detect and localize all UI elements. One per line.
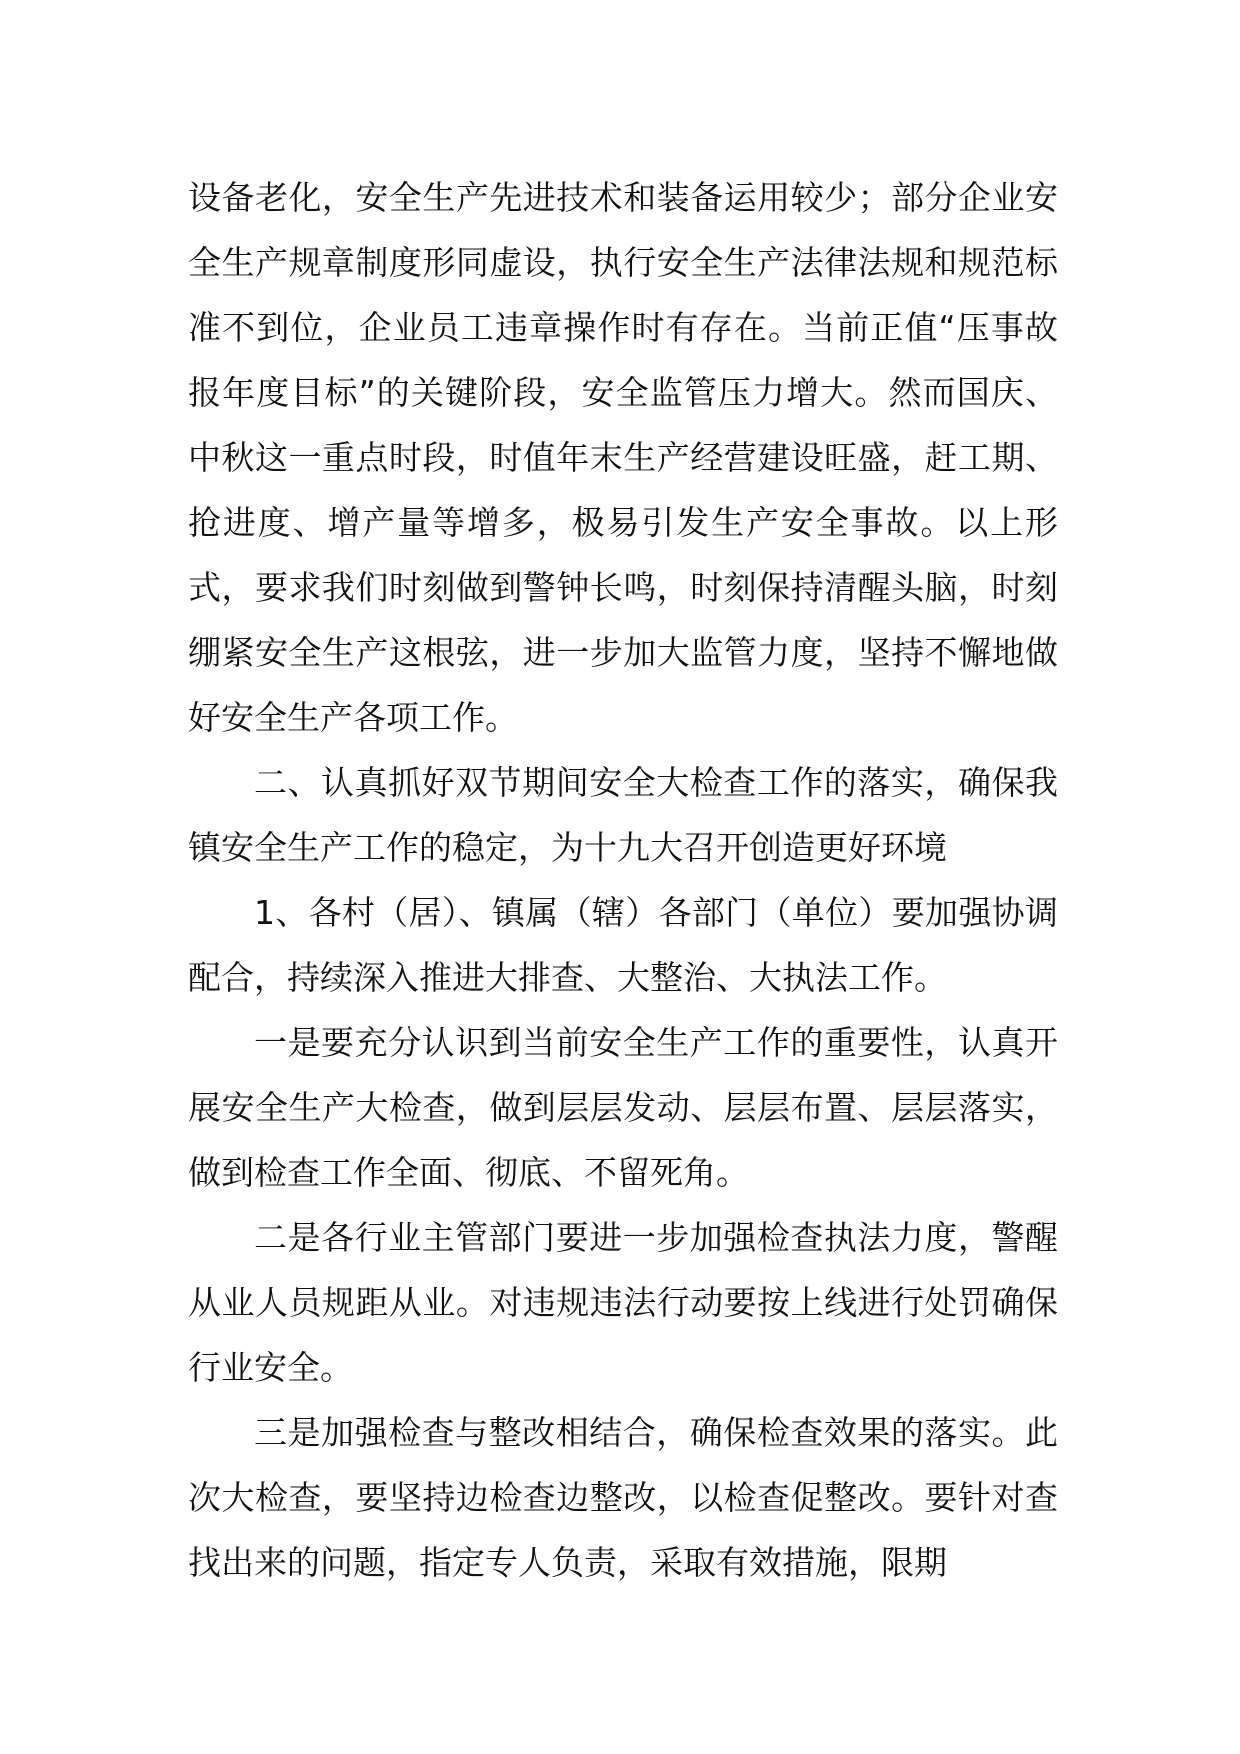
section-heading-2: 二、认真抓好双节期间安全大检查工作的落实，确保我镇安全生产工作的稳定，为十九大召开创造更好环境 bbox=[188, 763, 1058, 867]
paragraph-continuation: 设备老化，安全生产先进技术和装备运用较少；部分企业安全生产规章制度形同虚设，执行安全生产法律法规和规范标准不到位，企业员工违章操作时有存在。当前正值“压事故报年度目标”的关键阶段，安全监管压力增大。然而国庆、中秋这一重点时段，时值年末生产经营建设旺盛，赶工期、抢进度、增产量等增多，极易引发生产安全事故。以上形式，要求我们时刻做到警钟长鸣，时刻保持清醒头脑，时刻绷紧安全生产这根弦，进一步加大监管力度，坚持不懈地做好安全生产各项工作。 bbox=[188, 178, 1058, 737]
document-body bbox=[188, 165, 1058, 1595]
paragraph-point-1: 一是要充分认识到当前安全生产工作的重要性，认真开展安全生产大检查，做到层层发动、层层布置、层层落实，做到检查工作全面、彻底、不留死角。 bbox=[188, 1023, 1058, 1192]
paragraph-point-2: 二是各行业主管部门要进一步加强检查执法力度，警醒从业人员规距从业。对违规违法行动要按上线进行处罚确保行业安全。 bbox=[188, 1218, 1058, 1387]
paragraph-item-1: 1、各村（居）、镇属（辖）各部门（单位）要加强协调配合，持续深入推进大排查、大整治、大执法工作。 bbox=[188, 893, 1058, 997]
paragraph-point-3: 三是加强检查与整改相结合，确保检查效果的落实。此次大检查，要坚持边检查边整改，以检查促整改。要针对查找出来的问题，指定专人负责，采取有效措施，限期 bbox=[188, 1413, 1058, 1582]
